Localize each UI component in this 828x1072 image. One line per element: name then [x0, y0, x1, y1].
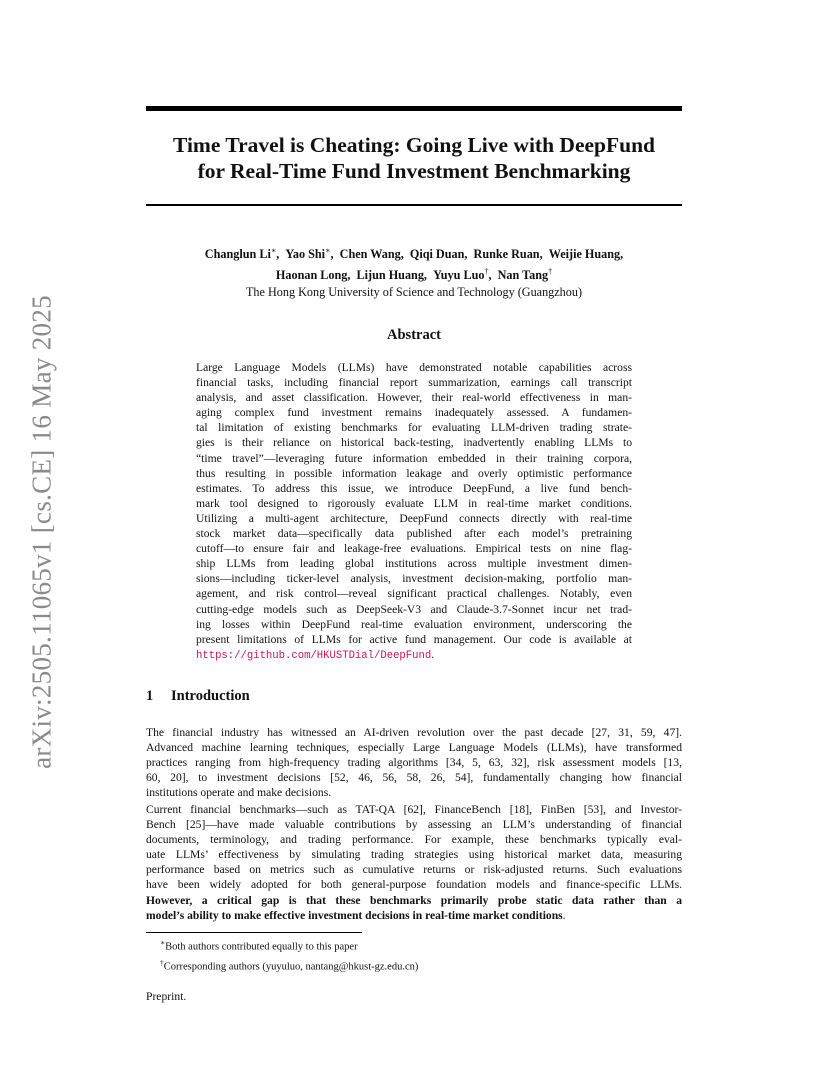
- abstract-line: ship LLMs from leading global institutions across multiple investment dimen-: [196, 557, 632, 571]
- author-mark: ∗: [270, 246, 277, 255]
- abstract-heading: Abstract: [387, 327, 441, 343]
- author-name-text: Haonan Long: [275, 268, 348, 283]
- footnote-text: Both authors contributed equally to this paper: [165, 941, 358, 953]
- author-name: [205, 247, 277, 261]
- footer-preprint: Preprint.: [146, 990, 187, 1003]
- author-name: [340, 247, 401, 261]
- abstract-line: Large Language Models (LLMs) have demonstrated notable capabilities across: [196, 361, 632, 374]
- author-name-text: Changlun Li: [204, 247, 271, 262]
- abstract-line: ing losses within DeepFund real-time evaluation environment, underscoring the: [196, 617, 632, 631]
- abstract-line: gies is their reliance on historical back-testing, inadvertently enabling LLMs to: [196, 436, 632, 450]
- paragraph-line: Bench [25]—have made valuable contributions by assessing an LLM’s understanding of financial: [146, 818, 682, 832]
- intro-paragraph-2: [146, 802, 682, 923]
- abstract-line: sions—including ticker-level analysis, investment decision-making, portfolio man-: [196, 572, 632, 586]
- title-line-2: for Real-Time Fund Investment Benchmarking: [197, 159, 631, 183]
- footnote-text: Corresponding authors (yuyuluo, nantang@hkust-gz.edu.cn): [163, 961, 419, 972]
- abstract-line: estimates. To address this issue, we introduce DeepFund, a live fund bench-: [196, 481, 632, 495]
- author-name: [549, 247, 620, 261]
- abstract-link-suffix: .: [431, 647, 435, 661]
- affiliation: The Hong Kong University of Science and Technology (Guangzhou): [245, 285, 583, 300]
- paragraph-line: documents, terminology, and trading performance. For example, these benchmarks typically eval-: [146, 833, 682, 847]
- author-name-text: Chen Wang: [339, 247, 401, 262]
- abstract-line: cutting-edge models such as DeepSeek-V3 and Claude-3.7-Sonnet incur net trad-: [196, 602, 632, 616]
- abstract-line: financial tasks, including financial report summarization, earnings call transcript: [196, 376, 632, 390]
- paragraph-line: institutions operate and make decisions.: [146, 786, 332, 800]
- paragraph-line: 60, 20], to investment decisions [52, 46, 56, 58, 26, 54], fundamentally changing how financial: [146, 771, 682, 785]
- paragraph-line: However, a critical gap is that these benchmarks primarily probe static data rather than a: [146, 893, 682, 907]
- author-name-text: Weijie Huang: [548, 247, 621, 262]
- author-name-text: Qiqi Duan: [409, 247, 465, 262]
- author-name: [285, 247, 330, 261]
- author-name: [276, 268, 347, 282]
- paragraph-line: The financial industry has witnessed an AI-driven revolution over the past decade [27, 31, 59, 47].: [146, 726, 682, 739]
- footnotes: [160, 935, 418, 974]
- author-name: [410, 247, 465, 261]
- abstract-link-line: [196, 647, 632, 664]
- author-line: Haonan Long, Lijun Huang, Yuyu Luo†, Nan Tang†: [275, 267, 553, 283]
- section-heading: [146, 688, 250, 705]
- paragraph-line: Current financial benchmarks—such as TAT-QA [62], FinanceBench [18], FinBen [53], and Investor-: [146, 803, 682, 816]
- author-name: [357, 268, 424, 282]
- abstract-line: cutoff—to ensure fair and leakage-free evaluations. Empirical tests on nine flag-: [196, 542, 632, 556]
- author-name-text: Nan Tang: [497, 268, 549, 283]
- abstract-line: analysis, and asset classification. However, their real-world effectiveness in man-: [196, 391, 632, 405]
- author-mark: †: [484, 267, 489, 277]
- author-name: [474, 247, 540, 261]
- abstract-line: Utilizing a multi-agent architecture, DeepFund connects directly with real-time: [196, 511, 632, 525]
- footnote-rule: [146, 932, 362, 933]
- author-name-text: Yuyu Luo: [433, 268, 485, 283]
- repo-link[interactable]: https://github.com/HKUSTDial/DeepFund: [196, 649, 432, 662]
- paper-title: [146, 132, 682, 184]
- abstract-line: aging complex fund investment remains inadequately assessed. A fundamen-: [196, 406, 632, 420]
- author-block: [146, 242, 682, 301]
- paragraph-line: Advanced machine learning techniques, especially Large Language Models (LLMs), have transformed: [146, 741, 682, 755]
- author-name-text: Yao Shi: [285, 247, 326, 262]
- abstract-line: mark tool designed to rigorously evaluate LLM in real-time market conditions.: [196, 496, 632, 510]
- author-mark: ∗: [325, 246, 331, 255]
- footnote: [160, 955, 418, 975]
- paragraph-line: performance based on metrics such as cumulative returns or risk-adjusted returns. Such evaluations: [146, 863, 682, 877]
- author-name-text: Runke Ruan: [473, 247, 540, 262]
- abstract-line: stock market data—specifically data published after each model’s pretraining: [196, 527, 632, 541]
- abstract-line: tal limitation of existing benchmarks for evaluating LLM-driven trading strate-: [196, 421, 632, 435]
- footnote-mark: †: [160, 957, 164, 967]
- author-name: [433, 268, 488, 282]
- footnote-mark: ∗: [160, 938, 166, 947]
- abstract-line: agement, and risk control—reveal significant practical challenges. Notably, even: [196, 587, 632, 601]
- title-bottom-rule: [146, 204, 682, 206]
- abstract-line: present limitations of LLMs for active fund management. Our code is available at: [196, 632, 632, 646]
- title-line-1: Time Travel is Cheating: Going Live with DeepFund: [173, 133, 655, 157]
- author-line: Changlun Li∗, Yao Shi∗, Chen Wang, Qiqi Duan, Runke Ruan, Weijie Huang,: [204, 246, 624, 262]
- paragraph-line: uate LLMs’ effectiveness by simulating trading strategies using historical market data, measuring: [146, 848, 682, 862]
- footnote: [160, 935, 418, 955]
- section-number: 1: [146, 688, 154, 704]
- intro-paragraph-1: [146, 725, 682, 800]
- arxiv-stamp: arXiv:2505.11065v1 [cs.CE] 16 May 2025: [26, 295, 57, 769]
- section-title: Introduction: [171, 688, 250, 704]
- abstract-body: [196, 360, 632, 664]
- title-top-rule: [146, 106, 682, 111]
- paragraph-line: have been widely adopted for both general-purpose foundation models and finance-specific LLMs.: [146, 878, 682, 892]
- abstract-line: “time travel”—leveraging future information embedded in their training corpora,: [196, 451, 632, 465]
- author-mark: †: [548, 267, 553, 277]
- paragraph-end: .: [562, 908, 566, 922]
- author-name: [498, 268, 552, 282]
- author-name-text: Lijun Huang: [356, 268, 424, 283]
- paragraph-line: model’s ability to make effective investment decisions in real-time market conditions.: [146, 908, 566, 922]
- paragraph-line: practices ranging from high-frequency trading algorithms [34, 5, 63, 32], risk assessment models [13,: [146, 756, 682, 770]
- abstract-line: thus resulting in possible information leakage and overly optimistic performance: [196, 466, 632, 480]
